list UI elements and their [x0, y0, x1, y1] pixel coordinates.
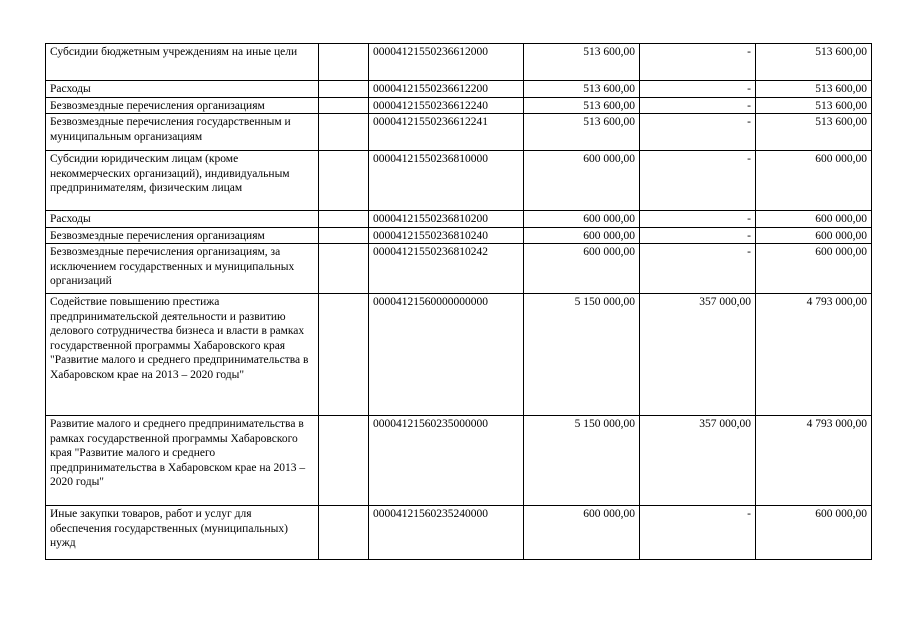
- row-blank-cell: [319, 244, 369, 294]
- table-row: [46, 114, 872, 151]
- row-name: Субсидии юридическим лицам (кроме некоммерческих организаций), индивидуальным предпринимателям, физическим лицам: [46, 151, 319, 211]
- table-row: [46, 227, 872, 244]
- row-executed: -: [640, 227, 756, 244]
- row-blank-cell: [319, 151, 369, 211]
- row-executed: 357 000,00: [640, 294, 756, 416]
- table-row: [46, 211, 872, 228]
- row-plan: 600 000,00: [524, 244, 640, 294]
- row-name: Содействие повышению престижа предпринимательской деятельности и развитию делового сотрудничества бизнеса и власти в рамках государственной программы Хабаровского края "Развитие малого и среднего предпринимательства в Хабаровском крае на 2013 – 2020 годы": [46, 294, 319, 416]
- table-row: [46, 416, 872, 506]
- row-plan: 600 000,00: [524, 506, 640, 560]
- row-name: Безвозмездные перечисления организациям, за исключением государственных и муниципальных организаций: [46, 244, 319, 294]
- row-plan: 600 000,00: [524, 227, 640, 244]
- row-code: 00004121560235240000: [369, 506, 524, 560]
- row-code: 00004121550236810000: [369, 151, 524, 211]
- row-blank-cell: [319, 81, 369, 98]
- row-name: Расходы: [46, 81, 319, 98]
- row-remainder: 600 000,00: [756, 227, 872, 244]
- table-row: [46, 44, 872, 81]
- row-code: 00004121550236810240: [369, 227, 524, 244]
- row-remainder: 600 000,00: [756, 151, 872, 211]
- row-blank-cell: [319, 416, 369, 506]
- table-row: [46, 151, 872, 211]
- row-remainder: 513 600,00: [756, 114, 872, 151]
- row-blank-cell: [319, 227, 369, 244]
- row-code: 00004121550236612240: [369, 97, 524, 114]
- row-remainder: 513 600,00: [756, 97, 872, 114]
- row-blank-cell: [319, 97, 369, 114]
- row-code: 00004121550236612200: [369, 81, 524, 98]
- table-row: [46, 506, 872, 560]
- row-blank-cell: [319, 114, 369, 151]
- row-executed: -: [640, 506, 756, 560]
- row-remainder: 4 793 000,00: [756, 294, 872, 416]
- row-plan: 513 600,00: [524, 114, 640, 151]
- row-remainder: 600 000,00: [756, 506, 872, 560]
- row-remainder: 513 600,00: [756, 81, 872, 98]
- table-row: [46, 81, 872, 98]
- table-row: [46, 294, 872, 416]
- row-blank-cell: [319, 211, 369, 228]
- row-executed: -: [640, 244, 756, 294]
- row-name: Расходы: [46, 211, 319, 228]
- row-name: Безвозмездные перечисления организациям: [46, 97, 319, 114]
- row-executed: -: [640, 97, 756, 114]
- budget-execution-table: [45, 43, 872, 560]
- row-code: 00004121550236612241: [369, 114, 524, 151]
- row-plan: 513 600,00: [524, 97, 640, 114]
- row-blank-cell: [319, 44, 369, 81]
- row-plan: 600 000,00: [524, 211, 640, 228]
- row-plan: 513 600,00: [524, 44, 640, 81]
- row-code: 00004121560000000000: [369, 294, 524, 416]
- row-plan: 600 000,00: [524, 151, 640, 211]
- row-executed: -: [640, 44, 756, 81]
- row-blank-cell: [319, 506, 369, 560]
- row-remainder: 600 000,00: [756, 211, 872, 228]
- row-executed: 357 000,00: [640, 416, 756, 506]
- row-name: Безвозмездные перечисления организациям: [46, 227, 319, 244]
- row-code: 00004121550236612000: [369, 44, 524, 81]
- row-executed: -: [640, 151, 756, 211]
- row-plan: 5 150 000,00: [524, 294, 640, 416]
- row-executed: -: [640, 211, 756, 228]
- row-executed: -: [640, 81, 756, 98]
- row-remainder: 600 000,00: [756, 244, 872, 294]
- row-code: 00004121550236810242: [369, 244, 524, 294]
- row-name: Развитие малого и среднего предпринимательства в рамках государственной программы Хабаровского края "Развитие малого и среднего предпринимательства в Хабаровском крае на 2013 – 2020 годы": [46, 416, 319, 506]
- row-name: Субсидии бюджетным учреждениям на иные цели: [46, 44, 319, 81]
- row-blank-cell: [319, 294, 369, 416]
- row-code: 00004121550236810200: [369, 211, 524, 228]
- row-plan: 5 150 000,00: [524, 416, 640, 506]
- row-remainder: 4 793 000,00: [756, 416, 872, 506]
- table-row: [46, 244, 872, 294]
- row-name: Безвозмездные перечисления государственным и муниципальным организациям: [46, 114, 319, 151]
- row-remainder: 513 600,00: [756, 44, 872, 81]
- table-row: [46, 97, 872, 114]
- row-code: 00004121560235000000: [369, 416, 524, 506]
- row-name: Иные закупки товаров, работ и услуг для обеспечения государственных (муниципальных) нужд: [46, 506, 319, 560]
- row-executed: -: [640, 114, 756, 151]
- row-plan: 513 600,00: [524, 81, 640, 98]
